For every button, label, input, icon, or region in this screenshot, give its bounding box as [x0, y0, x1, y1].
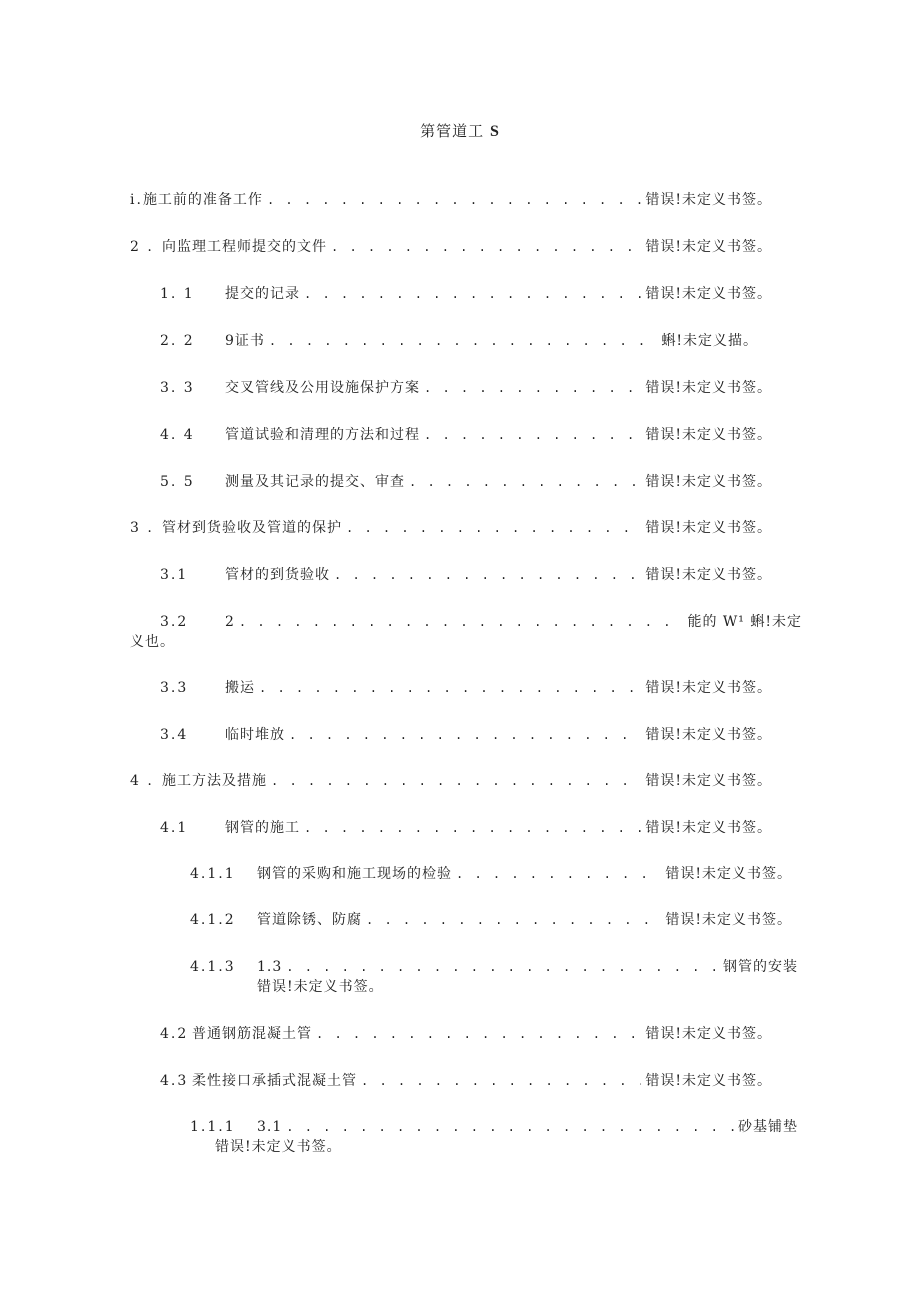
toc-entry-4-1-2[interactable]: [190, 910, 792, 930]
toc-entry-number: 2. 2: [160, 333, 195, 349]
dot-leader: [286, 1117, 734, 1137]
toc-entry-page-ref: 能的 W¹ 蝌!未定: [687, 614, 802, 630]
toc-entry-4[interactable]: [130, 771, 772, 791]
toc-entry-number: 4.1: [160, 820, 189, 836]
toc-entry-2-3[interactable]: [160, 378, 772, 398]
toc-entry-page-ref: 砂基铺垫: [738, 1119, 798, 1135]
toc-entry-label: 钢管的采购和施工现场的检验: [257, 866, 452, 882]
toc-entry-wrap-text: 义也。: [130, 634, 175, 650]
toc-entry-number: 4.3: [160, 1073, 189, 1089]
dot-leader: [286, 957, 719, 977]
toc-entry-page-ref: 钢管的安装: [723, 959, 798, 975]
toc-entry-label: 搬运: [225, 680, 255, 696]
toc-entry-number: 5. 5: [160, 474, 195, 490]
toc-entry-page-ref: 错误!未定义书签。: [645, 192, 772, 208]
toc-entry-label: 普通钢筋混凝土管: [192, 1026, 312, 1042]
toc-entry-3-2[interactable]: [160, 612, 802, 632]
toc-entry-number: 3.2: [160, 614, 189, 630]
toc-entry-4-1-3[interactable]: [190, 957, 798, 977]
dot-leader: [316, 1024, 641, 1044]
toc-entry-label: 柔性接口承插式混凝土管: [192, 1073, 357, 1089]
dot-leader: [304, 284, 641, 304]
dot-leader: [346, 518, 641, 538]
toc-entry-page-ref: 错误!未定义书签。: [645, 239, 772, 255]
page-title-text: 第管道工: [420, 122, 485, 140]
toc-entry-1-1-1[interactable]: [190, 1117, 798, 1137]
toc-entry-label: 施工方法及措施: [162, 773, 267, 789]
dot-leader: [424, 378, 641, 398]
toc-entry-label: 管道除锈、防腐: [257, 912, 362, 928]
toc-entry-page-ref: 错误!未定义书签。: [645, 773, 772, 789]
toc-entry-page-ref: 错误!未定义书签。: [645, 820, 772, 836]
toc-entry-page-ref: 蝌!未定义描。: [661, 333, 758, 349]
toc-entry-4-1[interactable]: [160, 818, 772, 838]
dot-leader: [361, 1071, 641, 1091]
toc-entry-page-ref: 错误!未定义书签。: [645, 1073, 772, 1089]
toc-entry-label: 测量及其记录的提交、审查: [225, 474, 405, 490]
toc-entry-number: 4.2: [160, 1026, 189, 1042]
toc-entry-page-ref: 错误!未定义书签。: [645, 474, 772, 490]
toc-entry-label: 交叉管线及公用设施保护方案: [225, 380, 420, 396]
toc-entry-page-ref: 错误!未定义书签。: [645, 427, 772, 443]
toc-entry-3-3[interactable]: [160, 678, 772, 698]
toc-entry-2-1[interactable]: [160, 284, 772, 304]
toc-entry-number: 3.1: [160, 567, 189, 583]
toc-entry-number: 3. 3: [160, 380, 195, 396]
toc-entry-3-1[interactable]: [160, 565, 772, 585]
toc-entry-label: 9证书: [225, 333, 265, 349]
toc-entry-label: 施工前的准备工作: [142, 192, 263, 208]
toc-entry-label: 提交的记录: [225, 286, 300, 302]
toc-entry-3-4[interactable]: [160, 725, 772, 745]
dot-leader: [409, 472, 641, 492]
toc-entry-label: 管道试验和清理的方法和过程: [225, 427, 420, 443]
toc-entry-2[interactable]: [130, 237, 772, 257]
toc-entry-page-ref: 错误!未定义书签。: [645, 727, 772, 743]
dot-leader: [334, 565, 641, 585]
page-title: [0, 120, 920, 141]
toc-entry-number: 3 .: [130, 520, 154, 536]
toc-entry-page-ref: 错误!未定义书签。: [665, 912, 792, 928]
toc-entry-number: 3.3: [160, 680, 189, 696]
toc-entry-2-4[interactable]: [160, 425, 772, 445]
toc-entry-label: 向监理工程师提交的文件: [162, 239, 327, 255]
toc-entry-label: 管材的到货验收: [225, 567, 330, 583]
toc-entry-page-ref: 错误!未定义书签。: [645, 680, 772, 696]
dot-leader: [267, 190, 641, 210]
dot-leader: [456, 864, 661, 884]
toc-entry-4-3[interactable]: [160, 1071, 772, 1091]
dot-leader: [259, 678, 641, 698]
dot-leader: [239, 612, 684, 632]
toc-entry-3[interactable]: [130, 518, 772, 538]
toc-entry-label: 临时堆放: [225, 727, 285, 743]
toc-entry-page-ref: 错误!未定义书签。: [665, 866, 792, 882]
toc-entry-2-2[interactable]: [160, 331, 758, 351]
toc-entry-number: 4. 4: [160, 427, 195, 443]
page-title-suffix: S: [489, 123, 500, 140]
toc-entry-wrap-text: 错误!未定义书签。: [215, 1139, 342, 1155]
dot-leader: [289, 725, 641, 745]
dot-leader: [269, 331, 657, 351]
toc-entry-page-ref: 错误!未定义书签。: [645, 1026, 772, 1042]
toc-entry-label: 钢管的施工: [225, 820, 300, 836]
dot-leader: [331, 237, 641, 257]
toc-entry-number: 4.1.3: [190, 959, 236, 975]
toc-entry-label: 管材到货验收及管道的保护: [162, 520, 342, 536]
toc-entry-page-ref: 错误!未定义书签。: [645, 286, 772, 302]
toc-entry-number: 4.1.2: [190, 912, 236, 928]
toc-entry-4-1-1[interactable]: [190, 864, 792, 884]
dot-leader: [366, 910, 661, 930]
toc-entry-number: 4.1.1: [190, 866, 236, 882]
toc-entry-4-2[interactable]: [160, 1024, 772, 1044]
dot-leader: [271, 771, 641, 791]
toc-entry-label: 3.1: [257, 1119, 283, 1135]
toc-entry-number: 2 .: [130, 239, 154, 255]
dot-leader: [424, 425, 641, 445]
toc-entry-number: 1. 1: [160, 286, 195, 302]
toc-entry-wrap-text: 错误!未定义书签。: [257, 979, 384, 995]
toc-entry-2-5[interactable]: [160, 472, 772, 492]
toc-entry-1[interactable]: [130, 190, 772, 210]
toc-entry-label: 2: [225, 614, 235, 630]
toc-entry-label: 1.3: [257, 959, 283, 975]
toc-entry-number: 1.1.1: [190, 1119, 236, 1135]
dot-leader: [304, 818, 641, 838]
toc-entry-number: i.: [130, 192, 143, 208]
toc-entry-number: 3.4: [160, 727, 189, 743]
toc-entry-page-ref: 错误!未定义书签。: [645, 380, 772, 396]
toc-entry-number: 4 .: [130, 773, 154, 789]
toc-entry-page-ref: 错误!未定义书签。: [645, 567, 772, 583]
toc-entry-page-ref: 错误!未定义书签。: [645, 520, 772, 536]
